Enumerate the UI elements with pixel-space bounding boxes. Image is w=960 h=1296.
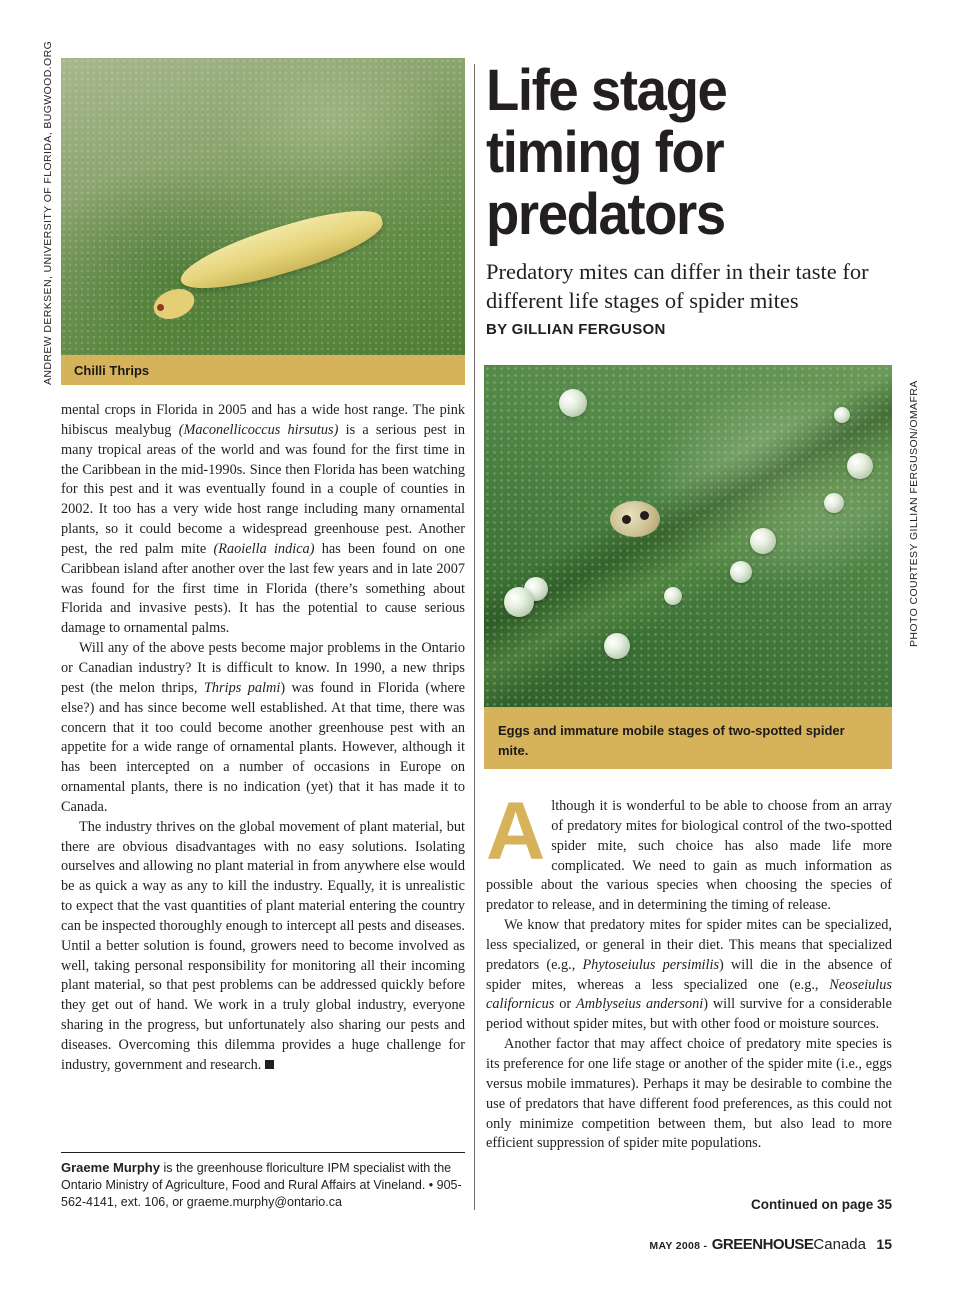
left-paragraph-1: mental crops in Florida in 2005 and has a wide host range. The pink hibiscus mealybug (Maconellicoccus hirsutus) is a serious pest in many tropical areas of the world and was found for the first time in the Caribbean in the mid-1990s. Since then Florida has been watching for this pest and it was eventually found in a couple of counties in 2002. It too has a very wide host range including many ornamental plants, so it could become a widespread greenhouse pest. Another pest, the red palm mite (Raoiella indica) has been found on one Caribbean island after another over the last few years and in late 2007 was found for the first time in Florida (there’s something about Florida and invasive pests). It has the potential to cause serious damage to ornamental palms. bbox=[61, 402, 465, 637]
magazine-name-bold: GREENHOUSE bbox=[711, 1236, 814, 1253]
right-column-text bbox=[486, 786, 892, 1154]
mite-egg bbox=[604, 633, 630, 659]
drop-cap: A bbox=[486, 786, 546, 877]
mite-spot bbox=[640, 511, 649, 520]
mite-egg bbox=[730, 561, 752, 583]
article-byline: BY GILLIAN FERGUSON bbox=[486, 321, 666, 338]
mite-egg bbox=[824, 493, 844, 513]
title-line-3: predators bbox=[486, 182, 725, 247]
right-paragraph-1: Although it is wonderful to be able to choose from an array of predatory mites for biological control of the two-spotted spider mite, such choice has also made life more complicated. We need to gain as much information as possible about the various species when choosing the species of predator to release, and in determining the timing of release. bbox=[486, 786, 892, 914]
photo-credit-left: ANDREW DERKSEN, UNIVERSITY OF FLORIDA, BUGWOOD.ORG bbox=[42, 40, 54, 385]
article-deck: Predatory mites can differ in their taste for different life stages of spider mites bbox=[486, 259, 869, 313]
page-number: 15 bbox=[876, 1236, 892, 1252]
right-paragraph-3: Another factor that may affect choice of predatory mite species is its preference for one life stage or another of the spider mite (i.e., eggs versus mobile immatures). Perhaps it may be desirable to combine the use of predators that have different food preferences, as this could not only minimize competition between them, but also lead to more efficient suppression of spider mite populations. bbox=[486, 1036, 892, 1152]
mite-egg bbox=[847, 453, 873, 479]
issue-date: MAY 2008 - bbox=[649, 1240, 708, 1252]
spider-mite-photo bbox=[484, 365, 892, 707]
title-line-2: timing for bbox=[486, 120, 724, 185]
bio-author-name: Graeme Murphy bbox=[61, 1160, 160, 1175]
mite-egg bbox=[504, 587, 534, 617]
right-paragraph-2: We know that predatory mites for spider mites can be specialized, less specialized, or general in their diet. This means that specialized predators (e.g., Phytoseiulus persimilis) will die in the absence of spider mites, whereas a less specialized one (e.g., Neoseiulus californicus or Amblyseius andersoni) will survive for a considerable period without spider mites, but with other food or moisture sources. bbox=[486, 917, 892, 1033]
left-paragraph-3: The industry thrives on the global movement of plant material, but there are obvious disadvantages with no easy solutions. Isolating ourselves and allowing no plant material in from anywhere else would be as quick a way as any to kill the industry. Equally, it is unrealistic to expect that the vast quantities of plant material entering the country can be inspected thoroughly enough to intercept all pests and diseases. Until a better solution is found, growers need to become involved as well, taking personal responsibility for monitoring all their incoming plant material, so that pest problems can be addressed quickly before they get out of hand. We work in a truly global industry, everyone sharing in the progress, but unfortunately also sharing our pests and diseases. Overcoming this dilemma provides a huge challenge for industry, government and research. bbox=[61, 818, 465, 1073]
magazine-name-regular: Canada bbox=[813, 1236, 866, 1253]
chilli-thrips-photo bbox=[61, 58, 465, 355]
bio-text: is the greenhouse floriculture IPM specialist with the Ontario Ministry of Agriculture, Food and Rural Affairs at Vineland. • 905-562-4141, ext. 106, or graeme.murphy@ontario.ca bbox=[61, 1161, 462, 1209]
spider-mite-photo-caption: Eggs and immature mobile stages of two-spotted spider mite. bbox=[484, 707, 892, 769]
thrips-photo-caption: Chilli Thrips bbox=[61, 355, 465, 385]
article-title bbox=[486, 60, 881, 246]
thrips-eye-shape bbox=[157, 304, 164, 311]
left-paragraph-2: Will any of the above pests become major problems in the Ontario or Canadian industry? It is difficult to know. In 1990, a new thrips pest (the melon thrips, Thrips palmi) was found in Florida (where else?) and has since become well established. At that time, there was concern that it too could become another greenhouse pest with an appetite for a wide range of ornamental plants. However, although it has been intercepted on a number of occasions in Europe on ornamental plants, there is no indication (yet) that it has made it to Canada. bbox=[61, 640, 466, 815]
bio-divider bbox=[61, 1152, 465, 1153]
mite-egg bbox=[834, 407, 850, 423]
mite-egg bbox=[559, 389, 587, 417]
continued-note: Continued on page 35 bbox=[750, 1197, 892, 1212]
mite-spot bbox=[622, 515, 631, 524]
title-line-1: Life stage bbox=[486, 58, 727, 123]
mite-egg bbox=[750, 528, 776, 554]
page-footer bbox=[560, 1236, 892, 1254]
column-divider bbox=[474, 64, 475, 1210]
left-column-text bbox=[61, 401, 465, 1076]
mite-egg bbox=[664, 587, 682, 605]
author-bio bbox=[61, 1159, 465, 1211]
end-mark bbox=[265, 1060, 274, 1069]
immature-mite bbox=[610, 501, 660, 537]
photo-credit-right: PHOTO COURTESY GILLIAN FERGUSON/OMAFRA bbox=[908, 380, 920, 647]
